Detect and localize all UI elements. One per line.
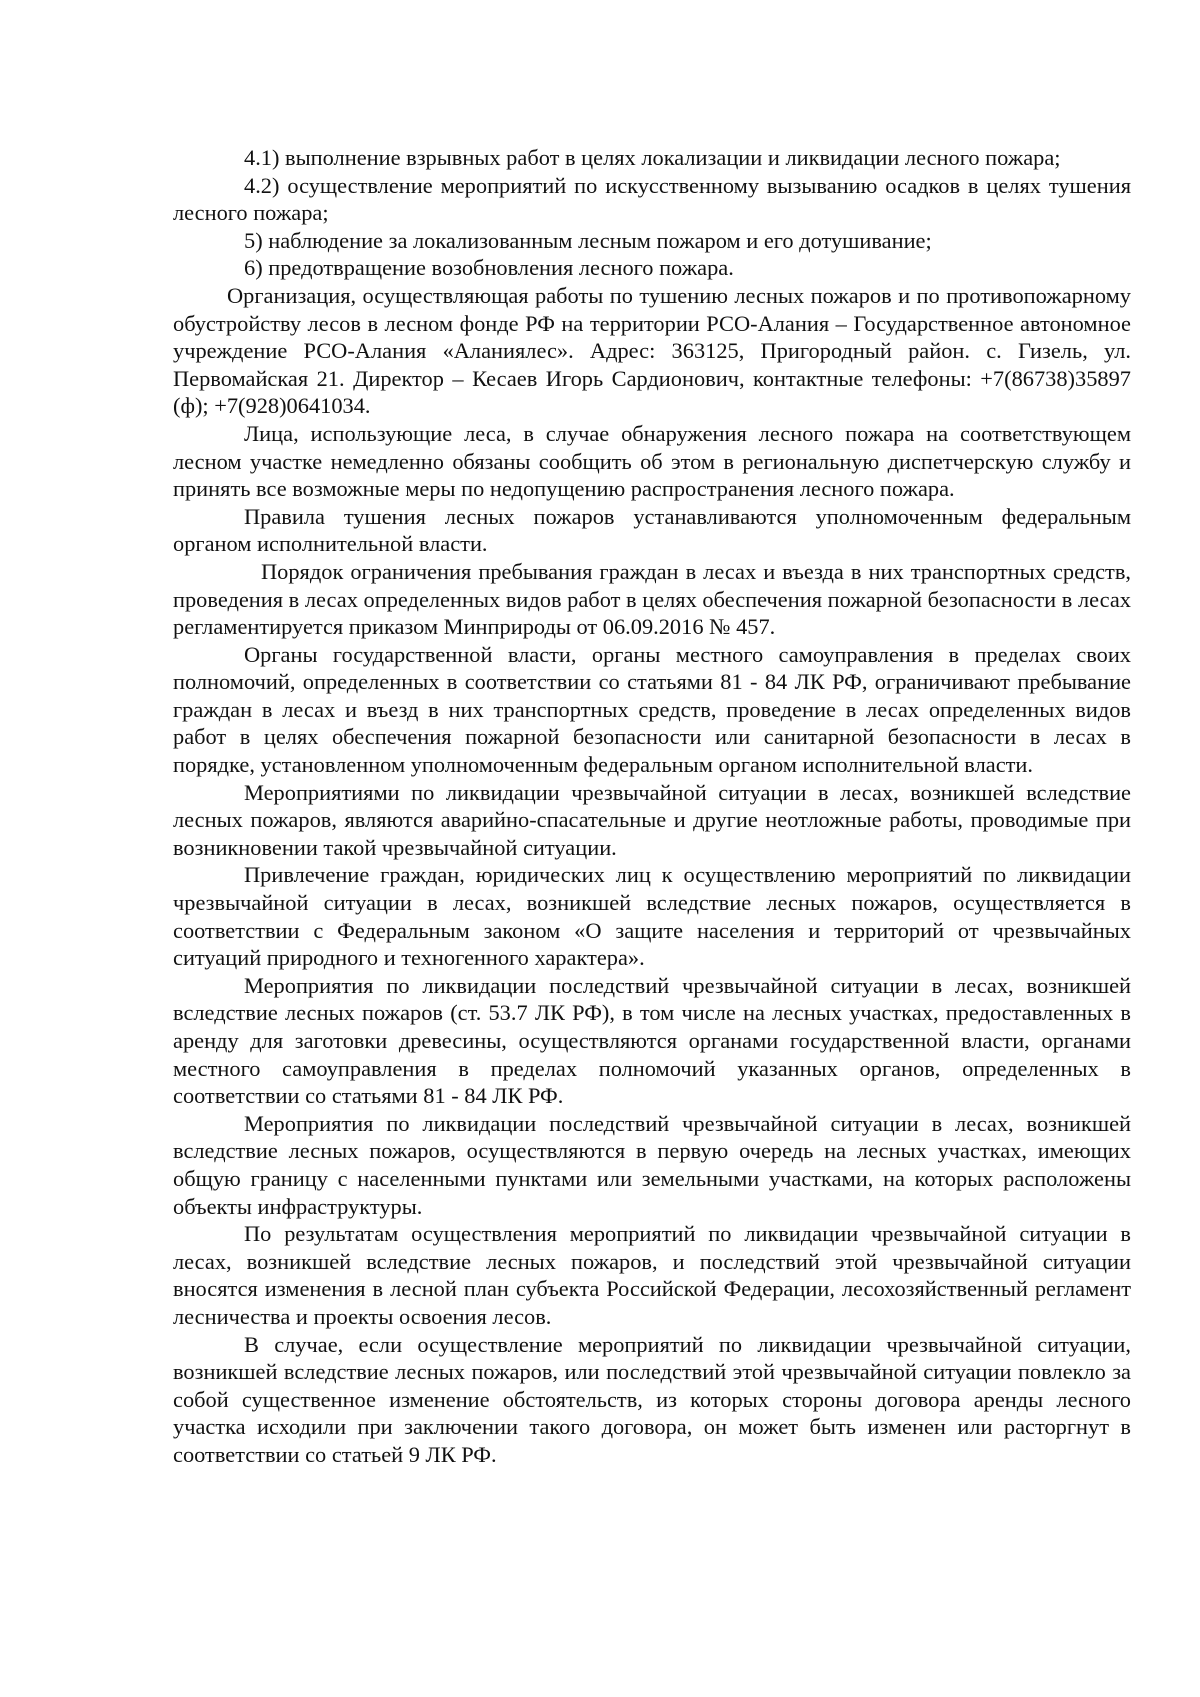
paragraph-access-restriction: Порядок ограничения пребывания граждан в лесах и въезда в них транспортных средств, проведения в лесах определенных видов работ в целях обеспечения пожарной безопасности в лесах регламентируется приказом Минприроды от 06.09.2016 № 457.: [173, 558, 1131, 640]
paragraph-item-4-2: 4.2) осуществление мероприятий по искусственному вызыванию осадков в целях тушения лесного пожара;: [173, 172, 1131, 226]
paragraph-lease-changes: В случае, если осуществление мероприятий по ликвидации чрезвычайной ситуации, возникшей вследствие лесных пожаров, или последствий этой чрезвычайной ситуации повлекло за собой существенное изменение обстоятельств, из которых стороны договора аренды лесного участка исходили при заключении такого договора, он может быть изменен или расторгнут в соответствии со статьей 9 ЛК РФ.: [173, 1331, 1131, 1467]
paragraph-item-4-1: 4.1) выполнение взрывных работ в целях локализации и ликвидации лесного пожара;: [244, 145, 1061, 170]
paragraph-citizen-involvement: Привлечение граждан, юридических лиц к осуществлению мероприятий по ликвидации чрезвычайной ситуации в лесах, возникшей вследствие лесных пожаров, осуществляется в соответствии с Федеральным законом «О защите населения и территорий от чрезвычайных ситуаций природного и техногенного характера».: [173, 862, 1131, 971]
paragraph-organization: Организация, осуществляющая работы по тушению лесных пожаров и по противопожарному обустройству лесов в лесном фонде РФ на территории РСО-Алания – Государственное автономное учреждение РСО-Алания «Аланиялес». Адрес: 363125, Пригородный район. с. Гизель, ул. Первомайская 21. Директор – Кесаев Игорь Сардионович, контактные телефоны: +7(86738)35897 (ф); +7(928)0641034.: [173, 282, 1131, 419]
paragraph-plan-changes: По результатам осуществления мероприятий по ликвидации чрезвычайной ситуации в лесах, возникшей вследствие лесных пожаров, и последствий этой чрезвычайной ситуации вносятся изменения в лесной план субъекта Российской Федерации, лесохозяйственный регламент лесничества и проекты освоения лесов.: [173, 1221, 1131, 1329]
paragraph-item-5: 5) наблюдение за локализованным лесным пожаром и его дотушивание;: [244, 227, 932, 253]
paragraph-forest-users: Лица, использующие леса, в случае обнаружения лесного пожара на соответствующем лесном участке немедленно обязаны сообщить об этом в региональную диспетчерскую службу и принять все возможные меры по недопущению распространения лесного пожара.: [173, 420, 1131, 502]
paragraph-priority-areas: Мероприятия по ликвидации последствий чрезвычайной ситуации в лесах, возникшей вследствие лесных пожаров, осуществляются в первую очередь на лесных участках, имеющих общую границу с населенными пунктами или земельными участками, на которых расположены объекты инфраструктуры.: [173, 1110, 1131, 1219]
paragraph-extinguishing-rules: Правила тушения лесных пожаров устанавливаются уполномоченным федеральным органом исполнительной власти.: [173, 503, 1131, 557]
paragraph-emergency-measures: Мероприятиями по ликвидации чрезвычайной ситуации в лесах, возникшей вследствие лесных пожаров, являются аварийно-спасательные и другие неотложные работы, проводимые при возникновении такой чрезвычайной ситуации.: [173, 779, 1131, 860]
paragraph-consequences-measures: Мероприятия по ликвидации последствий чрезвычайной ситуации в лесах, возникшей вследствие лесных пожаров (ст. 53.7 ЛК РФ), в том числе на лесных участках, предоставленных в аренду для заготовки древесины, осуществляются органами государственной власти, органами местного самоуправления в пределах полномочий указанных органов, определенных в соответствии со статьями 81 - 84 ЛК РФ.: [173, 972, 1131, 1109]
document-body: [173, 144, 1131, 1469]
paragraph-authorities: Органы государственной власти, органы местного самоуправления в пределах своих полномочий, определенных в соответствии со статьями 81 - 84 ЛК РФ, ограничивают пребывание граждан в лесах и въезд в них транспортных средств, проведение в лесах определенных видов работ в целях обеспечения пожарной безопасности или санитарной безопасности в лесах в порядке, установленном уполномоченным федеральным органом исполнительной власти.: [173, 641, 1131, 778]
paragraph-item-6: 6) предотвращение возобновления лесного пожара.: [244, 255, 734, 281]
